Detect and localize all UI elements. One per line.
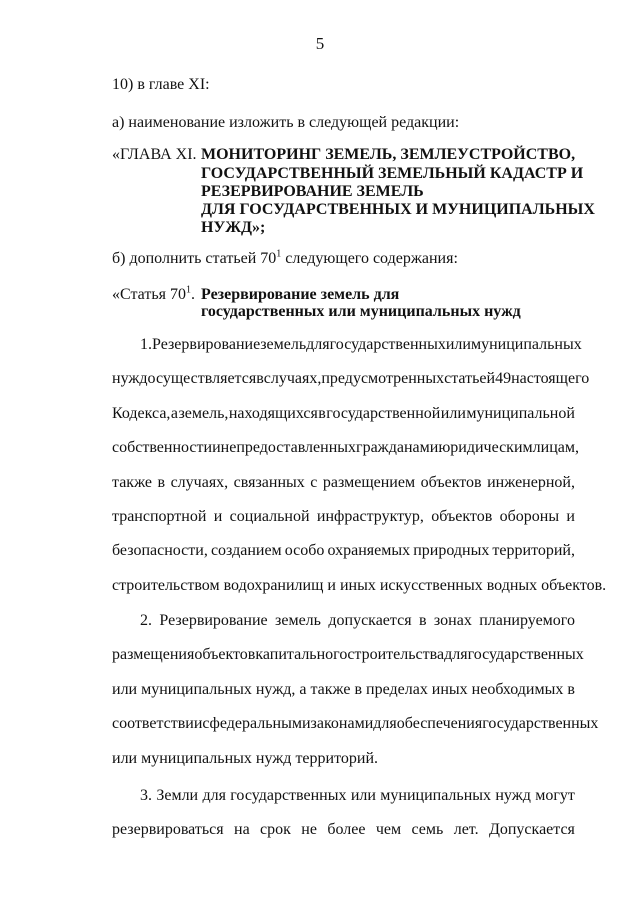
para1-line: 1. Резервирование земель для государственных или муниципальных: [140, 336, 582, 353]
chapter-heading-line-4: ДЛЯ ГОСУДАРСТВЕННЫХ И МУНИЦИПАЛЬНЫХ: [201, 201, 595, 218]
article-dot: .: [190, 286, 195, 303]
para1-line: транспортной и социальной инфраструктур, объектов обороны и: [112, 508, 575, 525]
para3-line: резервироваться на срок не более чем семь лет. Допускается: [112, 821, 575, 839]
para2-line: 2. Резервирование земель допускается в зонах планируемого: [140, 612, 575, 629]
page-number: 5: [315, 34, 325, 53]
item-a-text: а) наименование изложить в следующей редакции:: [112, 114, 460, 131]
para1-line: собственности и не предоставленных гражданам и юридическим лицам,: [112, 439, 579, 457]
para2-line: соответствии с федеральными законами для обеспечения государственных: [112, 715, 599, 733]
item-b-before: б) дополнить статьей 70: [112, 250, 277, 267]
para2-line: или муниципальных нужд, а также в пределах иных необходимых в: [112, 680, 575, 698]
chapter-heading-line-3: РЕЗЕРВИРОВАНИЕ ЗЕМЕЛЬ: [201, 183, 424, 200]
para1-line: строительством водохранилищ и иных искусственных водных объектов.: [112, 576, 607, 594]
chapter-heading-line-2: ГОСУДАРСТВЕННЫЙ ЗЕМЕЛЬНЫЙ КАДАСТР И: [201, 165, 584, 182]
chapter-heading-prefix: «ГЛАВА XI.: [112, 146, 197, 163]
para1-line: нужд осуществляется в случаях, предусмотренных статьей 49 настоящего: [112, 370, 590, 388]
para2-line: или муниципальных нужд территорий.: [112, 749, 378, 767]
item-b-after: следующего содержания:: [281, 250, 458, 267]
para1-line: Кодекса, а земель, находящихся в государственной или муниципальной: [112, 404, 575, 422]
item-b-text: [112, 250, 458, 268]
para2-line: размещения объектов капитального строительства для государственных: [112, 646, 584, 664]
article-prefix: [112, 286, 195, 304]
chapter-heading-line-1: МОНИТОРИНГ ЗЕМЕЛЬ, ЗЕМЛЕУСТРОЙСТВО,: [201, 146, 576, 163]
article-superscript: 1: [185, 284, 191, 296]
para3-line: 3. Земли для государственных или муниципальных нужд могут: [140, 787, 575, 804]
item-b-superscript: 1: [276, 248, 282, 260]
article-title-line-2: государственных или муниципальных нужд: [201, 303, 521, 320]
article-label: «Статья 70: [112, 286, 186, 303]
item-10-text: 10) в главе XI:: [112, 76, 210, 93]
chapter-heading-line-5: НУЖД»;: [201, 219, 266, 236]
para1-line: также в случаях, связанных с размещением объектов инженерной,: [112, 473, 575, 491]
article-title-line-1: Резервирование земель для: [201, 286, 400, 303]
para1-line: безопасности, созданием особо охраняемых природных территорий,: [112, 542, 575, 560]
